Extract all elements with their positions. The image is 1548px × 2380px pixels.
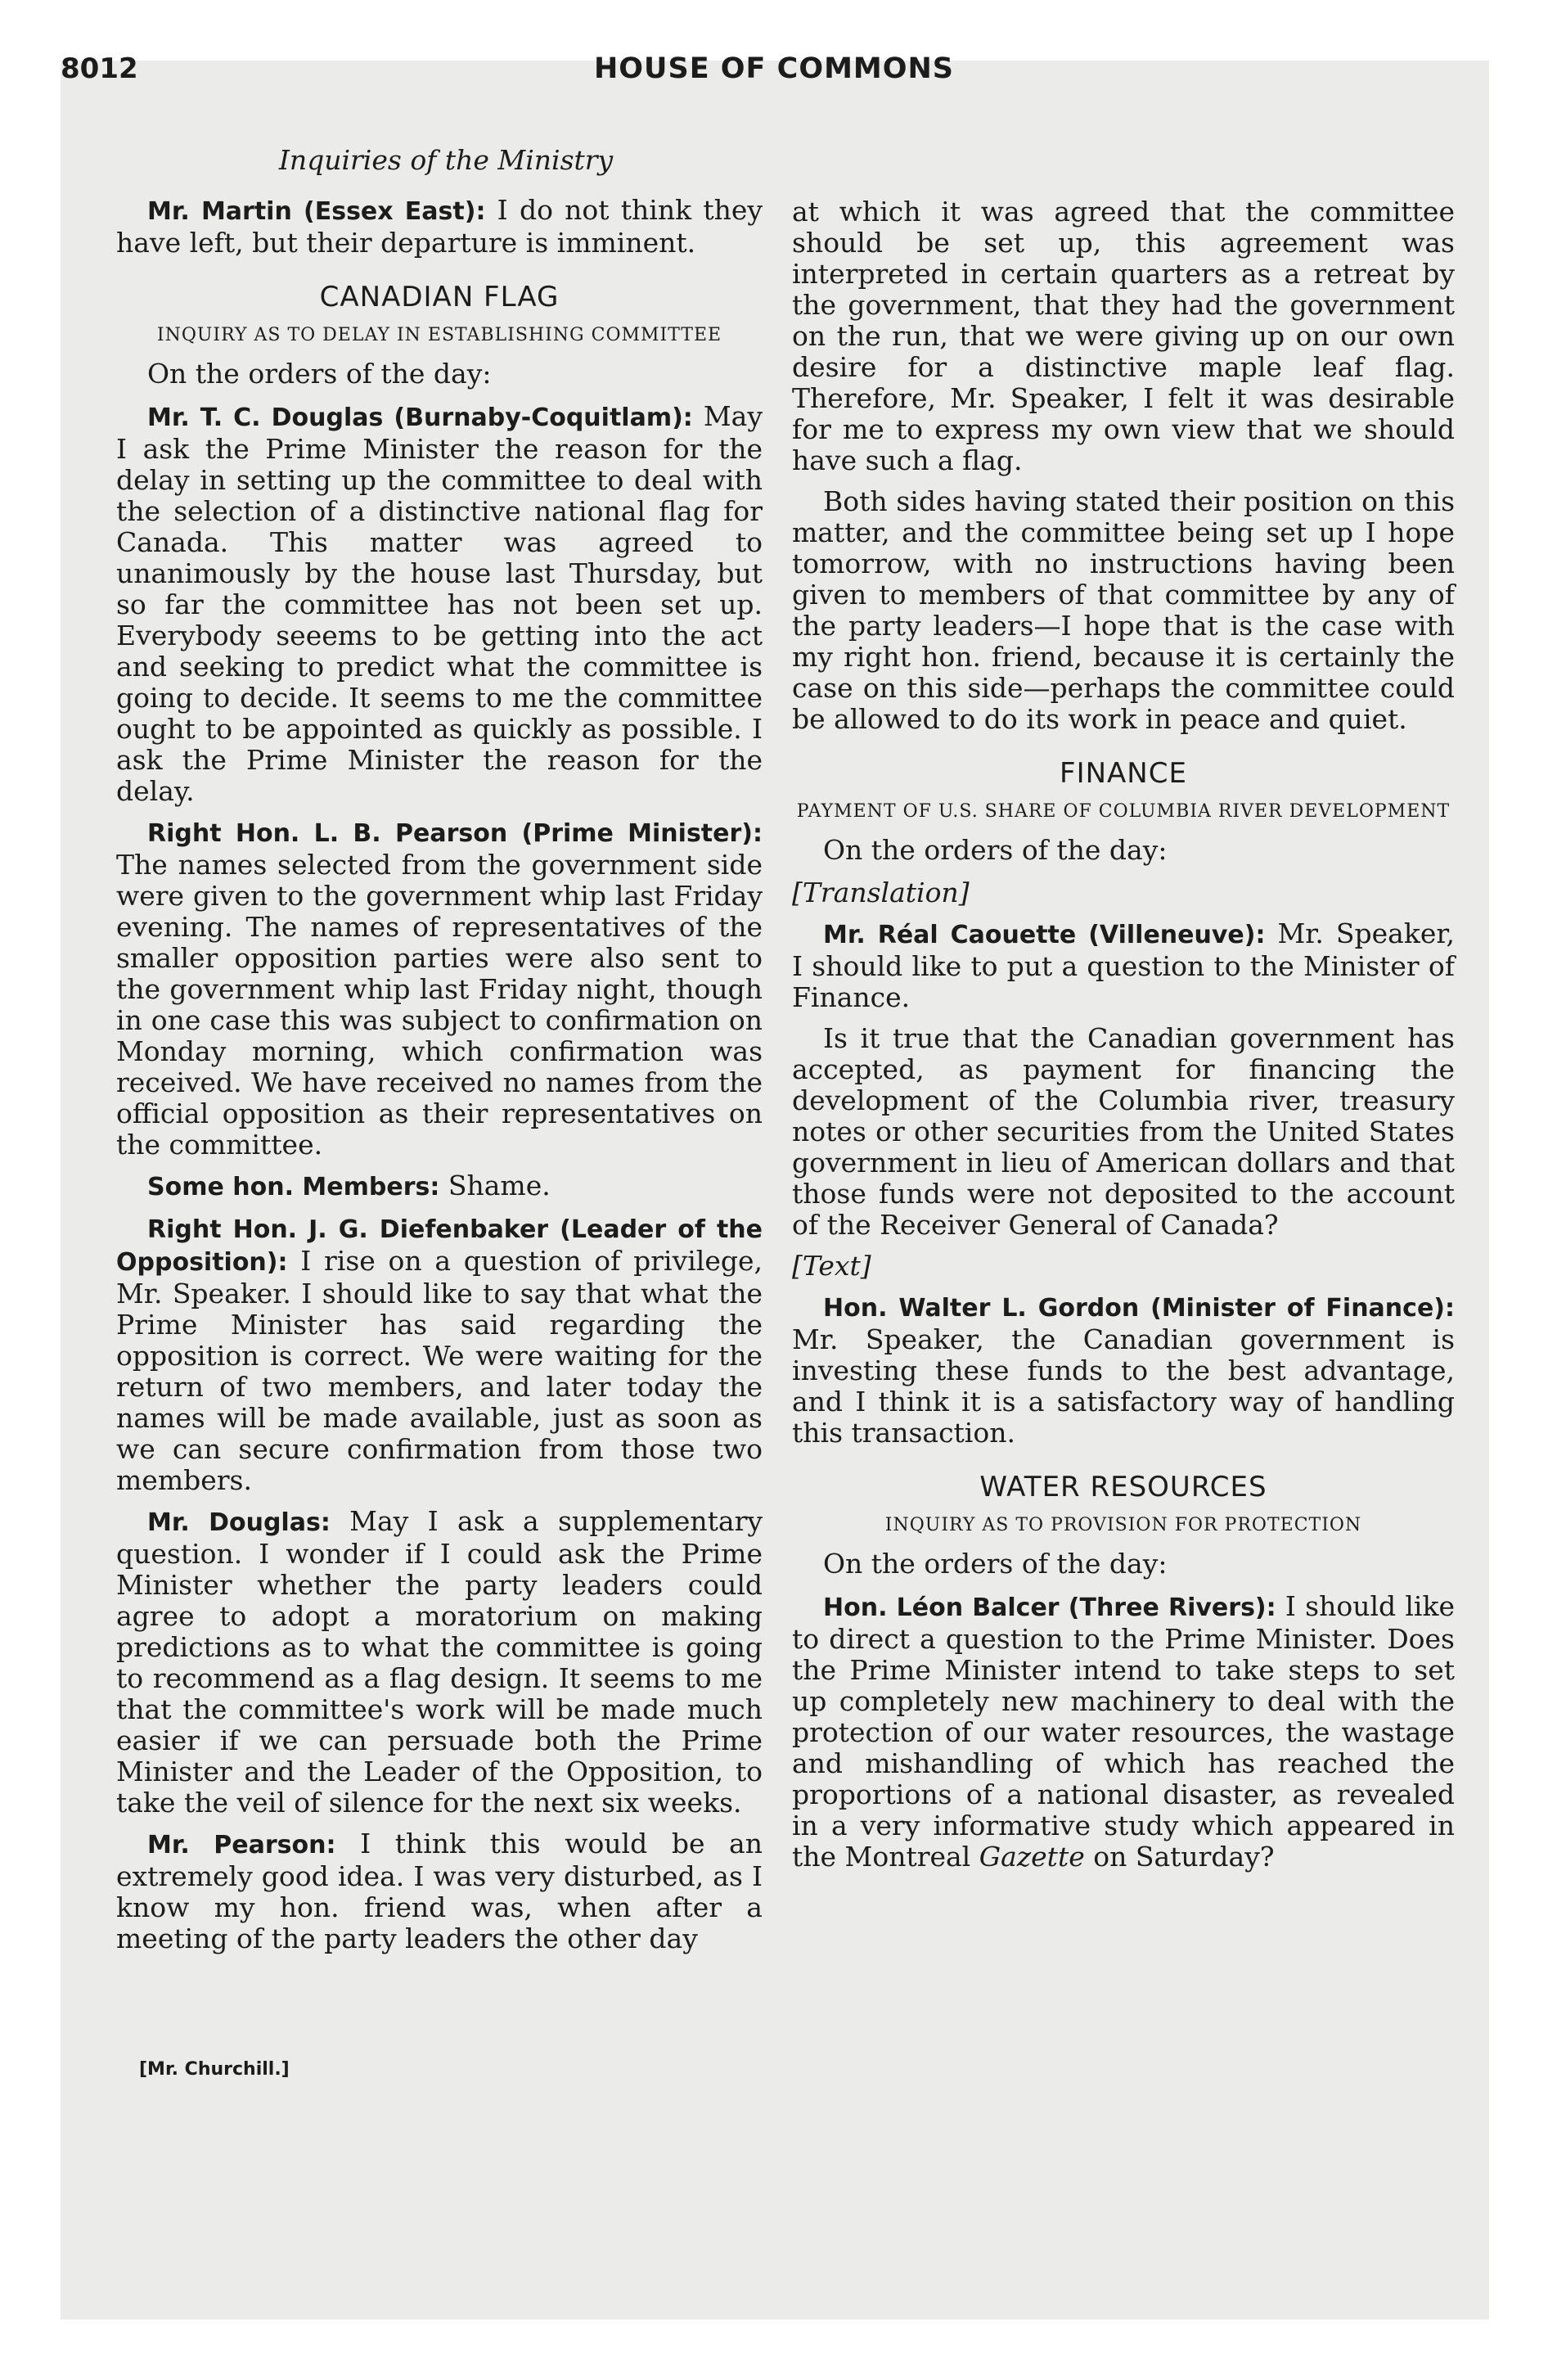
speaker-name: Mr. Réal Caouette (Villeneuve):: [823, 921, 1266, 949]
speech-text: I should like to direct a question to the Prime Minister. Does the Prime Minister intend to take steps to set up completely new machinery to deal with the protection of our water resources, the wastage and mishandling of which has reached the proportions of a national disaster, as revealed in a very informative study which appeared in the Montreal: [792, 1590, 1455, 1873]
paragraph: [116, 1170, 763, 1203]
section-subtitle: INQUIRY AS TO PROVISION FOR PROTECTION: [884, 1515, 1362, 1535]
section-title: FINANCE: [1060, 757, 1187, 790]
paragraph: [116, 401, 763, 807]
speech-text: Mr. Speaker, I should like to put a question to the Minister of Finance.: [792, 917, 1455, 1013]
section-title: WATER RESOURCES: [979, 1471, 1267, 1503]
journal-title: HOUSE OF COMMONS: [594, 52, 954, 85]
orders-of-day: On the orders of the day:: [147, 358, 492, 390]
paragraph: [116, 1506, 763, 1819]
speaker-name: Hon. Léon Balcer (Three Rivers):: [823, 1593, 1276, 1622]
speech-text: at which it was agreed that the committee should be set up, this agreement was interpreted in certain quarters as a retreat by the government, that they had the government on the run, that we were giving up on our own desire for a distinctive maple leaf flag. Therefore, Mr. Speaker, I felt it was desirable for me to express my own view that we should have such a flag.: [792, 196, 1455, 476]
speaker-name: Mr. T. C. Douglas (Burnaby-Coquitlam):: [147, 403, 693, 432]
speech-text: The names selected from the government side were given to the government whip last Friday evening. The names of representatives of the smaller opposition parties were also sent to the government whip last Friday night, though in one case this was subject to confirmation on Monday morning, which confirmation was received. We have received no names from the official opposition as their representatives on the committee.: [116, 849, 763, 1161]
speech-text: May I ask the Prime Minister the reason for the delay in setting up the committee to deal with the selection of a distinctive national flag for Canada. This matter was agreed to unanimously by the house last Thursday, but so far the committee has not been set up. Everybody seeems to be getting into the act and seeking to predict what the committee is going to decide. It seems to me the committee ought to be appointed as quickly as possible. I ask the Prime Minister the reason for the delay.: [116, 400, 763, 807]
speaker-name: Some hon. Members:: [147, 1173, 440, 1201]
speech-text: I do not think they have left, but their departure is imminent.: [116, 194, 763, 259]
speaker-name: Mr. Douglas:: [147, 1508, 331, 1537]
speech-text: May I ask a supplementary question. I wonder if I could ask the Prime Minister whether the party leaders could agree to adopt a moratorium on making predictions as to what the committee is going to recommend as a flag design. It seems to me that the committee's work will be made much easier if we can persuade both the Prime Minister and the Leader of the Opposition, to take the veil of silence for the next six weeks.: [116, 1505, 763, 1819]
footer-tag: [Mr. Churchill.]: [139, 2059, 290, 2080]
paragraph: [792, 486, 1455, 735]
paragraph: [792, 1291, 1455, 1449]
speaker-name: Mr. Pearson:: [147, 1831, 336, 1859]
speaker-name: Hon. Walter L. Gordon (Minister of Finance):: [823, 1294, 1455, 1323]
speech-text: on Saturday?: [1084, 1841, 1275, 1873]
paragraph: [792, 918, 1455, 1013]
paragraph: [792, 1591, 1455, 1873]
section-subtitle: PAYMENT OF U.S. SHARE OF COLUMBIA RIVER DEVELOPMENT: [796, 801, 1451, 822]
speech-text: Shame.: [439, 1170, 551, 1201]
paragraph: [792, 196, 1455, 476]
section-title: CANADIAN FLAG: [319, 281, 560, 313]
speaker-name: Right Hon. J. G. Diefenbaker (Leader of the Opposition):: [116, 1215, 763, 1277]
page-number: 8012: [61, 52, 138, 85]
orders-of-day: On the orders of the day:: [823, 1548, 1168, 1580]
section-subtitle: INQUIRY AS TO DELAY IN ESTABLISHING COMMITTEE: [156, 325, 722, 345]
paragraph: [792, 1023, 1455, 1241]
speech-text: Mr. Speaker, the Canadian government is investing these funds to the best advantage, and I think it is a satisfactory way of handling this transaction.: [792, 1323, 1455, 1449]
speaker-name: Mr. Martin (Essex East):: [147, 197, 486, 226]
text-tag: [Text]: [792, 1250, 871, 1282]
speech-text: Is it true that the Canadian government has accepted, as payment for financing the development of the Columbia river, treasury notes or other securities from the United States government in lieu of American dollars and that those funds were not deposited to the account of the Receiver General of Canada?: [792, 1022, 1455, 1241]
paragraph: [116, 1828, 763, 1954]
speech-text: Both sides having stated their position on this matter, and the committee being set up I hope tomorrow, with no instructions having been given to members of that committee by any of the party leaders—I hope that is the case with my right hon. friend, because it is certainly the case on this side—perhaps the committee could be allowed to do its work in peace and quiet.: [792, 485, 1455, 735]
paragraph: [116, 817, 763, 1161]
speech-text: I rise on a question of privilege, Mr. Speaker. I should like to say that what the Prime Minister has said regarding the opposition is correct. We were waiting for the return of two members, and later today the names will be made available, just as soon as we can secure confirmation from those two members.: [116, 1245, 763, 1496]
newspaper-name: Gazette: [979, 1841, 1085, 1873]
right-column: [792, 196, 1455, 1882]
paragraph: [116, 195, 763, 259]
speech-text: I think this would be an extremely good idea. I was very disturbed, as I know my hon. friend was, when after a meeting of the party leaders the other day: [116, 1828, 763, 1954]
orders-of-day: On the orders of the day:: [823, 834, 1168, 866]
running-subhead: Inquiries of the Ministry: [278, 144, 614, 176]
left-column: [116, 195, 763, 1964]
translation-tag: [Translation]: [792, 877, 970, 908]
speaker-name: Right Hon. L. B. Pearson (Prime Minister):: [147, 819, 763, 848]
paragraph: [116, 1213, 763, 1496]
